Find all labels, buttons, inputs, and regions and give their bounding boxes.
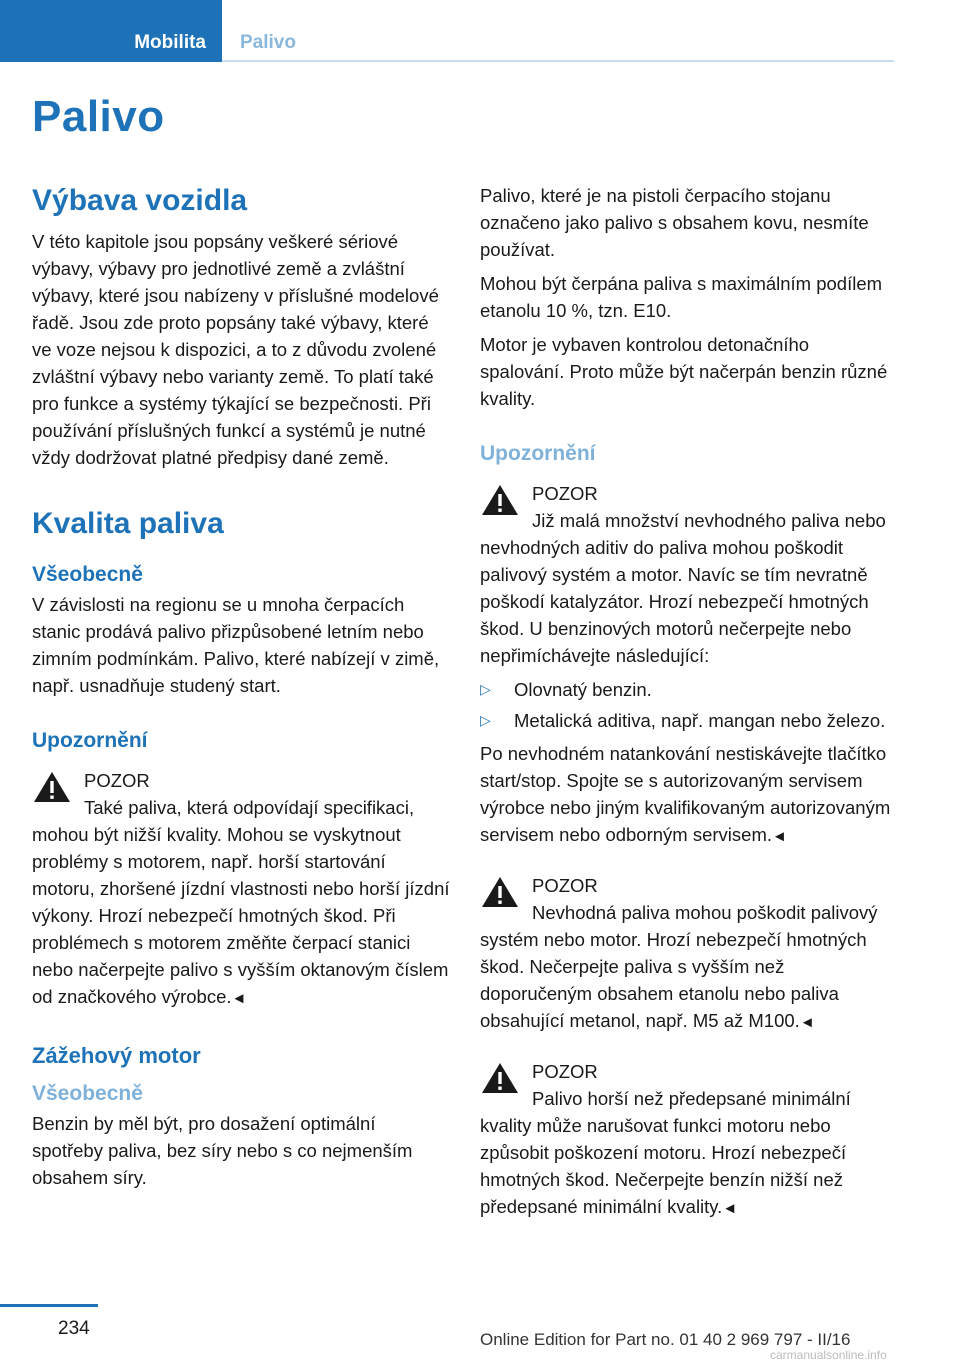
header-bar <box>0 0 960 62</box>
heading-vseobecne-1: Všeobecně <box>32 563 143 586</box>
heading-upozorneni-1: Upozornění <box>32 729 148 752</box>
list-item: ▷ Metalická aditiva, např. mangan nebo železo. <box>480 707 898 734</box>
bullet-list <box>480 676 898 734</box>
left-column <box>32 182 450 1198</box>
right-column <box>480 182 898 1229</box>
page-title: Palivo <box>32 92 165 141</box>
warning-block-4: POZOR Palivo horší než předepsané minimální kvality může narušovat funkci motoru nebo způsobit poškození motoru. Hrozí nebezpečí hmotných škod. Nečerpejte benzín nižší než předepsané minimální kvality.◄ <box>480 1058 898 1222</box>
heading-zazehovy-motor: Zážehový motor <box>32 1043 201 1068</box>
paragraph-vybava: V této kapitole jsou popsány veškeré sériové výbavy, výbavy pro jednotlivé země a zvláštní výbavy, které jsou nabízeny v příslušné modelové řadě. Jsou zde proto popsány také výbavy, které ve voze nejsou k dispozici, a to z důvodu zvolené zvláštní výbavy nebo varianty země. To platí také pro funkce a systémy týkající se bezpečnosti. Při používání příslušných funkcí a systémů je nutné vždy dodržovat platné předpisy dané země. <box>32 231 439 468</box>
warning-text-2: Již malá množství nevhodného paliva nebo nevhodných aditiv do paliva mohou poškodit palivový systém a motor. Navíc se tím nevratně poškodí katalyzátor. Hrozí nebezpečí hmotných škod. U benzinových motorů nečerpejte nebo nepřimíchávejte následující: <box>480 510 886 666</box>
paragraph-etanol: Mohou být čerpána paliva s maximálním podílem etanolu 10 %, tzn. E10. <box>480 273 883 321</box>
paragraph-detonace: Motor je vybaven kontrolou detonačního spalování. Proto může být načerpán benzin různé kvality. <box>480 334 888 409</box>
warning-head-4: POZOR <box>532 1061 598 1082</box>
warning-block-1 <box>32 767 450 1012</box>
end-mark: ◄ <box>231 990 247 1007</box>
paragraph-kovu: Palivo, které je na pistoli čerpacího stojanu označeno jako palivo s obsahem kovu, nesmíte používat. <box>480 185 869 260</box>
tab-palivo[interactable]: Palivo <box>240 32 296 53</box>
warning-triangle-icon <box>32 769 72 805</box>
watermark: carmanualsonline.info <box>770 1348 887 1362</box>
warning-text-3: Nevhodná paliva mohou poškodit palivový systém nebo motor. Hrozí nebezpečí hmotných škod. Nečerpejte paliva s vyšším než doporučeným obsahem etanolu nebo paliva obsahující metanol, např. M5 až M100. <box>480 902 878 1031</box>
heading-vybava-vozidla: Výbava vozidla <box>32 184 248 217</box>
footer-accent-line <box>0 1304 98 1307</box>
warning-text-1: Také paliva, která odpovídají specifikaci, mohou být nižší kvality. Mohou se vyskytnout problémy s motorem, např. horší startování motoru, zhoršené jízdní vlastnosti nebo horší jízdní výkony. Hrozí nebezpečí hmotných škod. Při problémech s motorem změňte čerpací stanici nebo načerpejte palivo s vyšším oktanovým číslem od značkového výrobce. <box>32 797 450 1007</box>
heading-upozorneni-2: Upozornění <box>480 442 596 465</box>
warning-head-3: POZOR <box>532 875 598 896</box>
list-item: ▷ Olovnatý benzin. <box>480 676 898 703</box>
warning-triangle-icon <box>480 1060 520 1096</box>
header-divider <box>222 60 894 62</box>
heading-kvalita-paliva: Kvalita paliva <box>32 507 224 540</box>
heading-vseobecne-2: Všeobecně <box>32 1082 143 1105</box>
paragraph-vseobecne-2: Benzin by měl být, pro dosažení optimální spotřeby paliva, bez síry nebo s co nejmenším obsahem síry. <box>32 1113 413 1188</box>
warning-triangle-icon <box>480 482 520 518</box>
warning-head-2: POZOR <box>532 483 598 504</box>
tab-mobilita[interactable]: Mobilita <box>0 0 222 62</box>
bullet-triangle-icon: ▷ <box>480 712 491 728</box>
paragraph-vseobecne-1: V závislosti na regionu se u mnoha čerpacích stanic prodává palivo přizpůsobené letním nebo zimním podmínkám. Palivo, které nabízejí v zimě, např. usnadňuje studený start. <box>32 594 440 696</box>
warning-triangle-icon <box>480 874 520 910</box>
paragraph-natankovani: Po nevhodném natankování nestiskávejte tlačítko start/stop. Spojte se s autorizovaným servisem výrobce nebo jiným kvalifikovaným autorizovaným servisem nebo odborným servisem.◄ <box>480 743 891 845</box>
warning-block-2 <box>480 480 898 669</box>
footer-edition: Online Edition for Part no. 01 40 2 969 797 - II/16 <box>480 1330 851 1349</box>
warning-head-1: POZOR <box>84 770 150 791</box>
page-number: 234 <box>58 1318 90 1339</box>
bullet-triangle-icon: ▷ <box>480 681 491 697</box>
warning-text-4: Palivo horší než předepsané minimální kvality může narušovat funkci motoru nebo způsobit poškození motoru. Hrozí nebezpečí hmotných škod. Nečerpejte benzín nižší než předepsané minimální kvality. <box>480 1088 851 1217</box>
warning-block-3: POZOR Nevhodná paliva mohou poškodit palivový systém nebo motor. Hrozí nebezpečí hmotných škod. Nečerpejte paliva s vyšším než doporučeným obsahem etanolu nebo paliva obsahující metanol, např. M5 až M100.◄ <box>480 872 898 1036</box>
